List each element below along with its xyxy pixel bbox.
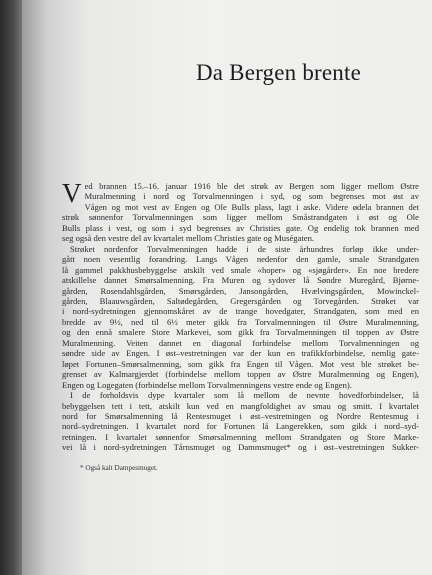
text-line: Muralmenning. Veiten dannet en diagonal forbindelse mellom Torvalmenningen og — [62, 337, 419, 348]
text-line: atskillelse dannet Smørsalmenning. Fra Muren og sydover lå Søndre Muregård, Bjørne- — [62, 275, 419, 286]
text-line: og den ennå smalere Store Markevei, som gikk fra Torvalmenningen til toppen av Østre — [62, 327, 419, 338]
drop-cap: V — [62, 178, 82, 208]
text-line: bebyggelsen tett i tett, atskilt kun ved en mangfoldighet av smau og smitt. I kvartalet — [62, 400, 419, 411]
text-line: Strøket nordenfor Torvalmenningen hadde i de siste århundres forløp ikke under- — [70, 243, 419, 254]
text-line: søndre side av Engen. I øst–vestretningen var der kun en trafikkforbindelse, nemlig gate- — [62, 348, 419, 359]
text-line: lå gammel pakkhusbebyggelse atskilt ved smale «hoper» og «sjøgårder». En noe bredere — [62, 264, 419, 275]
text-line: Engen og Logegaten (forbindelse mellom Torvalmenningens vestre ende og Engen). — [62, 379, 352, 390]
paragraph-1 — [62, 178, 419, 244]
text-line: nord for Smørsalmenning lå Rentesmuget i øst–vestretningen og Nordre Rentesmug i — [62, 410, 419, 421]
text-line: retningen. I kvartalet sønnenfor Smørsalmenning mellom Strandgaten og Store Marke- — [62, 431, 419, 442]
text-line: løpet Fortunen–Smørsalmenning, som gikk fra Engen til Vågen. Mot vest ble strøket be- — [62, 358, 419, 369]
paragraph-2 — [62, 244, 419, 390]
text-line: Vågen og mot vest av Engen og Ole Bulls plass, lagt i aske. Videre ødela brannen det — [84, 201, 419, 212]
paragraph-3 — [62, 390, 419, 453]
text-line: ed brannen 15.–16. januar 1916 ble det strøk av Bergen som ligger mellom Østre — [84, 181, 419, 191]
text-line: Bulls plass i vest, og som i syd begrenses av Christies gate. Og endelig tok brannen med — [62, 222, 419, 233]
book-spine — [0, 0, 22, 575]
text-line: gården, Rosendahlsgården, Smørsgården, Jansongården, Hvælvingsgården, Mowinckel- — [62, 285, 419, 296]
text-line: gått noen vesentlig forandring. Langs Vågen nedenfor den gamle, smale Strandgaten — [62, 254, 419, 265]
text-line: vei lå i nord-sydretningen Tårnsmuget og Dammsmuget* og i øst–vestretningen Sukker- — [62, 442, 419, 453]
text-line: seg også den vestre del av kvartalet mellom Christies gate og Muségaten. — [62, 233, 315, 244]
text-line: strøk sønnenfor Torvalmenningen som ligger mellom Småstrandgaten i øst og Ole — [62, 212, 419, 223]
body-text — [62, 178, 419, 453]
text-line: I de forholdsvis dype kvartaler som lå mellom de nevnte hovedforbindelser, lå — [70, 390, 419, 401]
page-title: Da Bergen brente — [196, 60, 361, 85]
footnote: * Også kalt Dampesmuget. — [80, 464, 158, 472]
text-line: nord–sydretningen. I kvartalet nord for Fortunen lå Langerekken, som gikk i nord–syd- — [62, 421, 419, 432]
text-line: Muralmenning i nord og Torvalmenningen i syd, og som begrenses mot øst av — [84, 191, 419, 202]
text-line: bredde av 9½, ned til 6½ meter gikk fra Torvalmenningen til Østre Muralmenning, — [62, 316, 419, 327]
text-line: grenset av Kalmargjerdet (forbindelse mellom toppen av Østre Muralmenning og Engen), — [62, 369, 419, 380]
text-line: gården, Blaauwsgården, Saltødegården, Gregersgården og Torvegården. Strøket var — [62, 295, 419, 306]
text-line: i nord-sydretningen gjennomskåret av de trange hovedgater, Strandgaten, som med en — [62, 306, 419, 317]
